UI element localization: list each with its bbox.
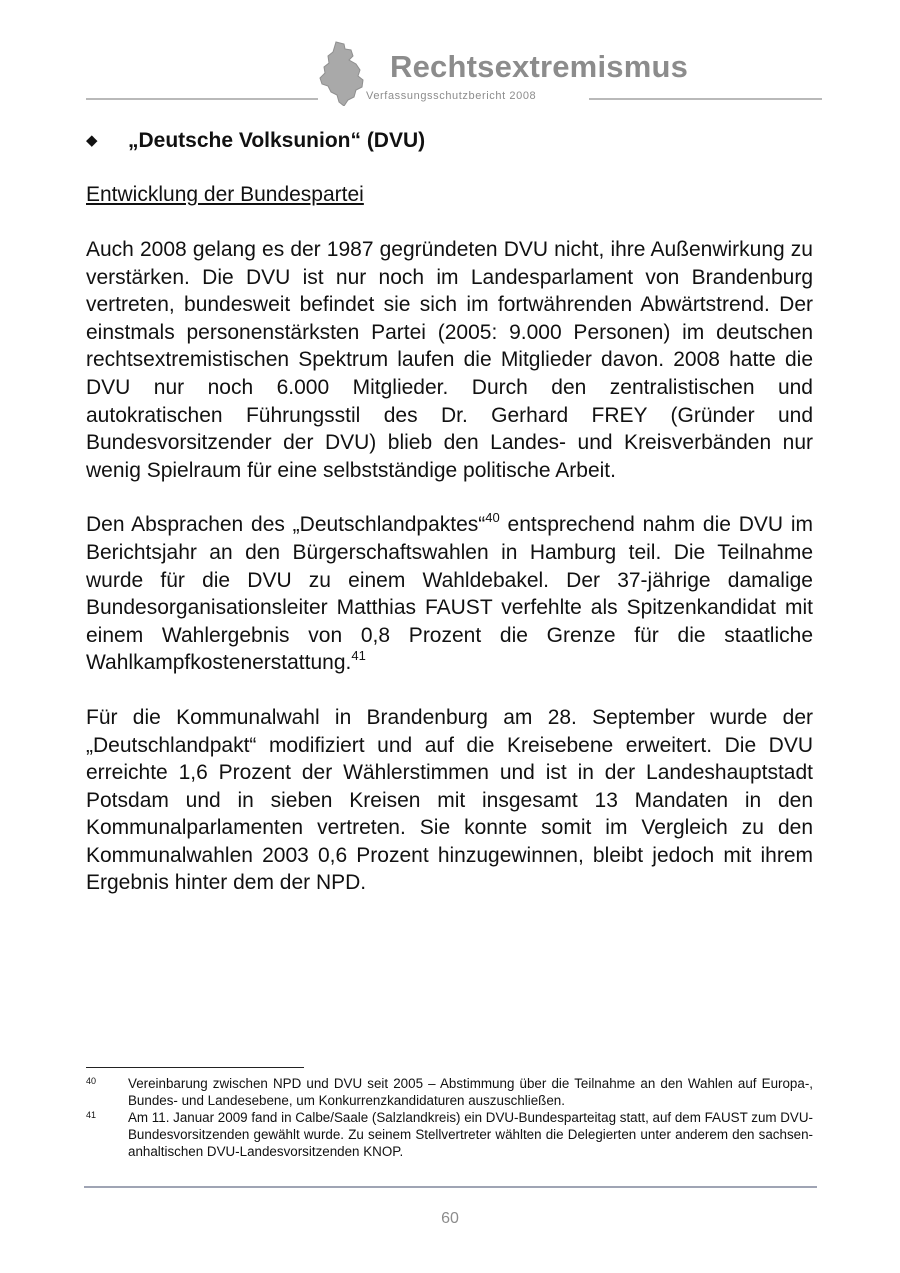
header-title: Rechtsextremismus xyxy=(390,49,689,84)
saxony-anhalt-map-icon xyxy=(318,40,368,106)
section-heading xyxy=(86,126,813,156)
footer-rule xyxy=(84,1186,817,1188)
footnote-number: 40 xyxy=(86,1076,97,1086)
main-content xyxy=(86,126,813,897)
footnote-ref-41[interactable]: 41 xyxy=(351,648,366,664)
diamond-bullet-icon: ◆ xyxy=(86,132,98,149)
footnote-ref-40[interactable]: 40 xyxy=(485,510,500,526)
footnotes xyxy=(86,1075,813,1160)
header-rule-left xyxy=(86,98,318,100)
footnote-40 xyxy=(86,1075,813,1109)
subheading: Entwicklung der Bundespartei xyxy=(86,183,364,206)
paragraph-2-part-a: Den Absprachen des „Deutschlandpaktes“ xyxy=(86,513,486,537)
footnote-41 xyxy=(86,1109,813,1160)
page-header xyxy=(86,40,822,110)
footnote-separator xyxy=(86,1067,304,1068)
paragraph-3: Für die Kommunalwahl in Brandenburg am 28. September wurde der „Deutschlandpakt“ modifiziert und auf die Kreisebene erweitert. Die DVU erreichte 1,6 Prozent der Wählerstimmen und ist in der Landeshauptstadt Potsdam und in sieben Kreisen mit insgesamt 13 Mandaten in den Kommunalparlamenten vertreten. Sie konnte somit im Vergleich zu den Kommunalwahlen 2003 0,6 Prozent hinzugewinnen, bleibt jedoch mit ihrem Ergebnis hinter dem der NPD. xyxy=(86,705,813,895)
footnote-text: Vereinbarung zwischen NPD und DVU seit 2005 – Abstimmung über die Teilnahme an den Wahlen auf Europa-, Bundes- und Landesebene, um Konkurrenzkandidaturen auszuschließen. xyxy=(128,1076,813,1108)
paragraph-2 xyxy=(86,511,813,677)
footnote-number: 41 xyxy=(86,1110,97,1120)
paragraph-2-part-b: entsprechend nahm die DVU im Berichtsjahr an den Bürgerschaftswahlen in Hamburg teil. Die Teilnahme wurde für die DVU zu einem Wahldebakel. Der 37-jährige damalige Bundesorganisationsleiter Matthias FAUST verfehlte als Spitzenkandidat mit einem Wahlergebnis von 0,8 Prozent die Grenze für die staatliche Wahlkampfkostenerstattung. xyxy=(86,513,813,675)
page-number: 60 xyxy=(441,1210,459,1227)
header-subtitle: Verfassungsschutzbericht 2008 xyxy=(366,90,537,102)
header-rule-right xyxy=(589,98,822,100)
footnote-text: Am 11. Januar 2009 fand in Calbe/Saale (Salzlandkreis) ein DVU-Bundesparteitag statt, auf dem FAUST zum DVU-Bundesvorsitzenden gewählt wurde. Zu seinem Stellvertreter wählten die Delegierten unter anderem den sachsen-anhaltischen DVU-Landesvorsitzenden KNOP. xyxy=(128,1110,813,1159)
section-heading-text: „Deutsche Volksunion“ (DVU) xyxy=(128,129,426,152)
paragraph-1: Auch 2008 gelang es der 1987 gegründeten DVU nicht, ihre Außenwirkung zu verstärken. Die DVU ist nur noch im Landesparlament von Brandenburg vertreten, bundesweit befindet sie sich im fortwährenden Abwärtstrend. Der einstmals personenstärksten Partei (2005: 9.000 Personen) im deutschen rechtsextremistischen Spektrum laufen die Mitglieder davon. 2008 hatte die DVU nur noch 6.000 Mitglieder. Durch den zentralistischen und autokratischen Führungsstil des Dr. Gerhard FREY (Gründer und Bundesvorsitzender der DVU) blieb den Landes- und Kreisverbänden nur wenig Spielraum für eine selbstständige politische Arbeit. xyxy=(86,238,813,482)
